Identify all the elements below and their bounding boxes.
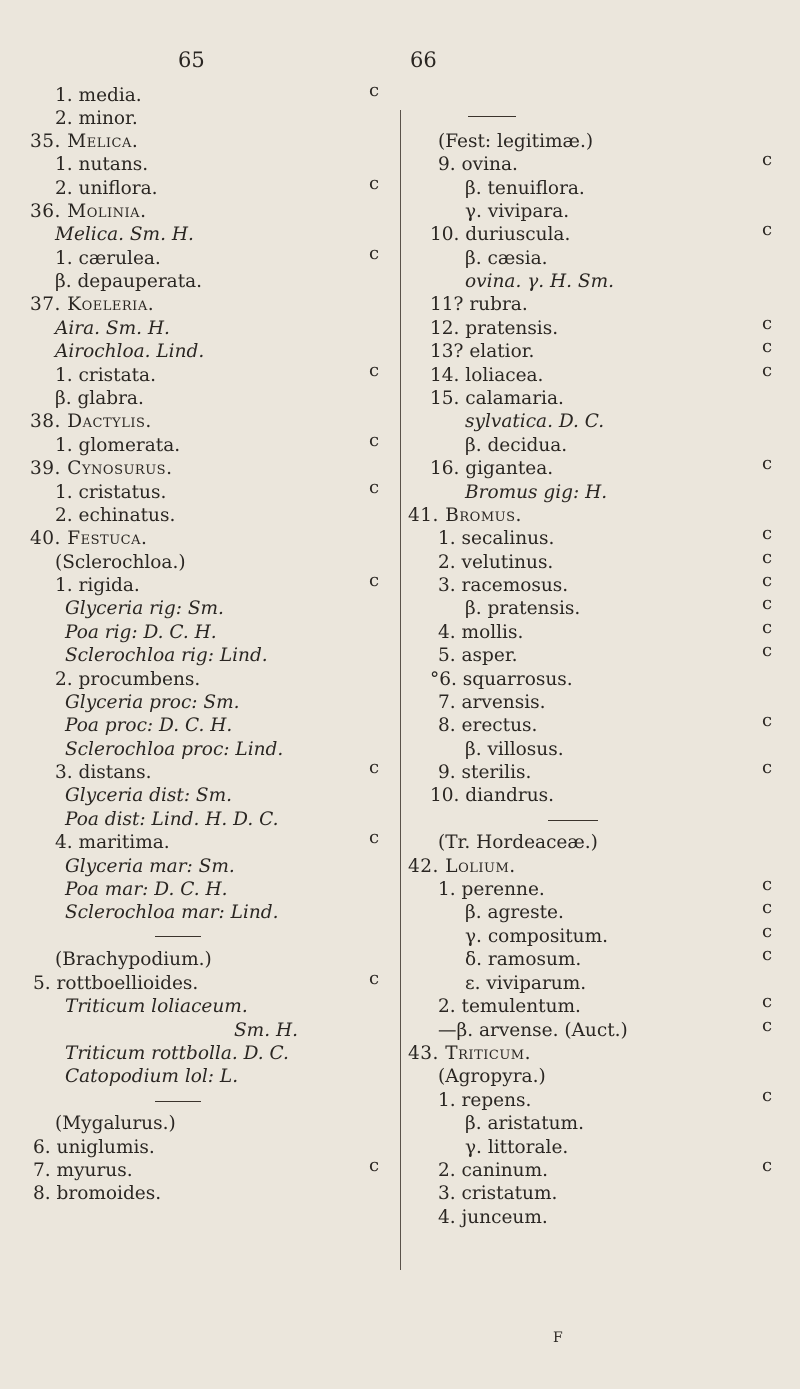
entry-line: Airochloa. Lind. [55,341,205,362]
entry-line: β. pratensis. [465,598,581,619]
entry-line: Glyceria dist: Sm. [65,785,233,806]
common-mark: c [762,149,773,170]
common-mark: c [369,477,380,498]
common-mark: c [762,313,773,334]
entry-line: (Agropyra.) [438,1066,546,1087]
entry-line: 4. junceum. [438,1207,548,1228]
common-mark: c [762,1085,773,1106]
entry-line: 7. arvensis. [438,692,546,713]
entry-line: (Brachypodium.) [55,949,212,970]
entry-line: β. villosus. [465,739,564,760]
entry-line: (Mygalurus.) [55,1113,176,1134]
entry-line: 1. secalinus. [438,528,555,549]
entry-line: Sm. H. [234,1020,298,1041]
entry-line: 2. procumbens. [55,669,201,690]
entry-line: °6. squarrosus. [430,669,573,690]
page-number-right: 66 [410,48,437,72]
page-number-left: 65 [178,48,205,72]
genus-heading: 37. Koeleria. [30,294,155,315]
entry-line: 2. echinatus. [55,505,176,526]
entry-line: Poa proc: D. C. H. [65,715,233,736]
common-mark: c [762,897,773,918]
rule-left-brachypodium [155,936,201,937]
entry-line: δ. ramosum. [465,949,582,970]
entry-line: Triticum rottbolla. D. C. [65,1043,289,1064]
common-mark: c [762,593,773,614]
common-mark: c [762,874,773,895]
entry-line: 15. calamaria. [430,388,564,409]
entry-line: 10. diandrus. [430,785,554,806]
common-mark: c [369,757,380,778]
entry-line: 2. minor. [55,108,138,129]
common-mark: c [762,921,773,942]
entry-line: β. depauperata. [55,271,203,292]
entry-line: Sclerochloa proc: Lind. [65,739,284,760]
common-mark: c [762,944,773,965]
signature-mark: F [553,1330,563,1346]
common-mark: c [369,80,380,101]
genus-heading: 36. Molinia. [30,201,147,222]
entry-line: 1. cristata. [55,365,156,386]
entry-line: ovina. γ. H. Sm. [465,271,615,292]
entry-line: 3. distans. [55,762,152,783]
common-mark: c [762,336,773,357]
entry-line: 9. ovina. [438,154,518,175]
column-divider [400,110,401,1270]
common-mark: c [762,640,773,661]
entry-line: γ. compositum. [465,926,609,947]
genus-heading: 38. Dactylis. [30,411,152,432]
entry-line: 1. nutans. [55,154,149,175]
entry-line: 5. rottboellioides. [33,973,199,994]
entry-line: 7. myurus. [33,1160,133,1181]
entry-line: —β. arvense. (Auct.) [438,1020,628,1041]
entry-line: Sclerochloa mar: Lind. [65,902,279,923]
entry-line: Poa dist: Lind. H. D. C. [65,809,279,830]
common-mark: c [369,360,380,381]
entry-line: 1. perenne. [438,879,545,900]
entry-line: Triticum loliaceum. [65,996,248,1017]
common-mark: c [369,243,380,264]
common-mark: c [762,219,773,240]
entry-line: 1. cristatus. [55,482,167,503]
entry-line: 12. pratensis. [430,318,559,339]
entry-line: 1. repens. [438,1090,532,1111]
entry-line: β. cæsia. [465,248,548,269]
common-mark: c [762,617,773,638]
entry-line: 14. loliacea. [430,365,544,386]
entry-line: 10. duriuscula. [430,224,571,245]
genus-heading: 41. Bromus. [408,505,522,526]
common-mark: c [762,570,773,591]
entry-line: Poa rig: D. C. H. [65,622,217,643]
entry-line: 16. gigantea. [430,458,554,479]
common-mark: c [762,757,773,778]
entry-line: 2. uniflora. [55,178,158,199]
rule-right-hordeaceae [548,820,598,821]
entry-line: Glyceria rig: Sm. [65,598,224,619]
entry-line: Sclerochloa rig: Lind. [65,645,268,666]
entry-line: 1. media. [55,85,142,106]
entry-line: 6. uniglumis. [33,1137,155,1158]
common-mark: c [762,710,773,731]
genus-heading: 40. Festuca. [30,528,148,549]
entry-line: 4. mollis. [438,622,524,643]
entry-line: β. agreste. [465,902,564,923]
entry-line: γ. littorale. [465,1137,569,1158]
entry-line: Glyceria proc: Sm. [65,692,240,713]
genus-heading: 43. Triticum. [408,1043,531,1064]
common-mark: c [762,1015,773,1036]
entry-line: β. glabra. [55,388,144,409]
entry-line: 9. sterilis. [438,762,532,783]
entry-line: Glyceria mar: Sm. [65,856,235,877]
entry-line: γ. vivipara. [465,201,570,222]
genus-heading: 39. Cynosurus. [30,458,173,479]
entry-line: 1. rigida. [55,575,140,596]
entry-line: 13? elatior. [430,341,535,362]
entry-line: Aira. Sm. H. [55,318,170,339]
entry-line: Poa mar: D. C. H. [65,879,228,900]
common-mark: c [762,360,773,381]
common-mark: c [369,827,380,848]
common-mark: c [762,991,773,1012]
entry-line: 3. racemosus. [438,575,569,596]
common-mark: c [762,547,773,568]
entry-line: 1. glomerata. [55,435,181,456]
entry-line: 2. temulentum. [438,996,581,1017]
common-mark: c [762,523,773,544]
common-mark: c [369,968,380,989]
entry-line: β. tenuiflora. [465,178,585,199]
common-mark: c [369,430,380,451]
entry-line: 11? rubra. [430,294,528,315]
entry-line: 4. maritima. [55,832,170,853]
entry-line: 8. erectus. [438,715,538,736]
common-mark: c [369,1155,380,1176]
entry-line: 8. bromoides. [33,1183,162,1204]
entry-line: (Fest: legitimæ.) [438,131,594,152]
common-mark: c [369,570,380,591]
common-mark: c [762,1155,773,1176]
entry-line: 3. cristatum. [438,1183,558,1204]
entry-line: 5. asper. [438,645,518,666]
entry-line: Catopodium lol: L. [65,1066,239,1087]
entry-line: β. aristatum. [465,1113,584,1134]
entry-line: (Sclerochloa.) [55,552,186,573]
entry-line: 2. caninum. [438,1160,549,1181]
rule-left-mygalurus [155,1101,201,1102]
entry-line: sylvatica. D. C. [465,411,605,432]
entry-line: Melica. Sm. H. [55,224,194,245]
entry-line: Bromus gig: H. [465,482,608,503]
entry-line: 1. cærulea. [55,248,161,269]
genus-heading: 35. Melica. [30,131,139,152]
common-mark: c [762,453,773,474]
entry-line: β. decidua. [465,435,568,456]
rule-top-right [468,116,516,117]
genus-heading: 42. Lolium. [408,856,516,877]
entry-line: (Tr. Hordeaceæ.) [438,832,598,853]
entry-line: 2. velutinus. [438,552,554,573]
common-mark: c [369,173,380,194]
entry-line: ε. viviparum. [465,973,587,994]
